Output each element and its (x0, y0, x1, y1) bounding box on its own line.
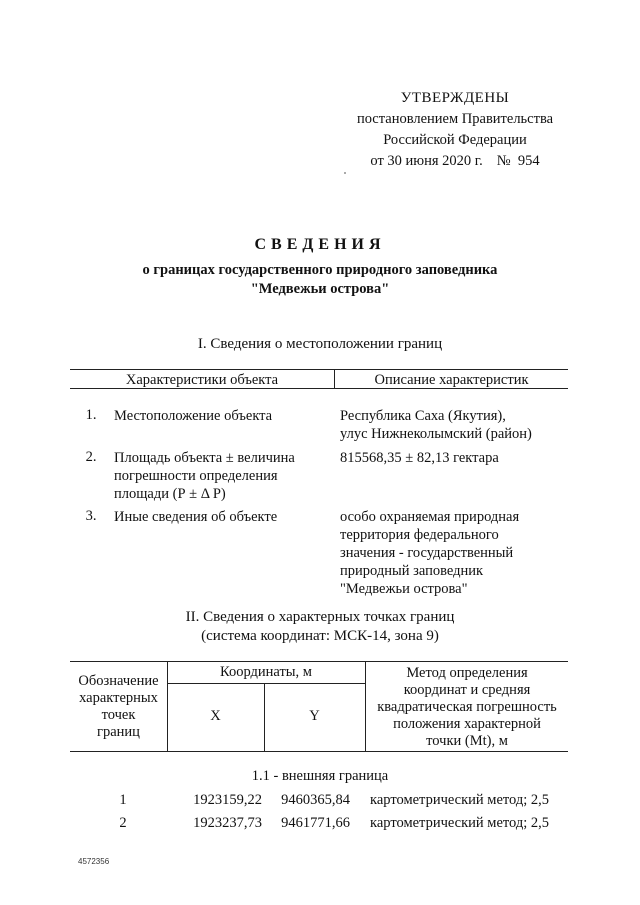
table2-col-coordinates: Координаты, м (220, 664, 312, 680)
row-2-name-line: погрешности определения (114, 468, 278, 484)
approval-heading: УТВЕРЖДЕНЫ (400, 90, 510, 106)
col-point-line: границ (97, 724, 140, 740)
point-y: 9460365,84 (281, 792, 350, 808)
subtitle-line-1: о границах государственного природного заповедника (142, 262, 498, 278)
approval-block (330, 88, 580, 172)
row-2-desc-line: 815568,35 ± 82,13 гектара (340, 450, 499, 466)
row-3-desc-line: значения - государственный (340, 545, 514, 561)
table1-row-3-name (114, 508, 314, 526)
subtitle-line-2: "Медвежьи острова" (250, 281, 390, 297)
point-x: 1923237,73 (193, 815, 262, 831)
point-id: 1 (119, 792, 127, 808)
table1-top-rule (70, 369, 568, 370)
row-2-name-line: площади (Р ± Δ Р) (114, 486, 226, 502)
approval-number-sign: № (496, 153, 511, 169)
section-2-coordinate-system: (система координат: МСК-14, зона 9) (201, 628, 439, 644)
col-point-line: характерных (79, 690, 158, 706)
table2-col-y: Y (309, 708, 320, 724)
col-point-line: Обозначение (78, 673, 159, 689)
table1-col-characteristics: Характеристики объекта (125, 372, 279, 388)
section-1-heading: I. Сведения о местоположении границ (197, 336, 443, 352)
document-subtitle (0, 261, 640, 299)
table2-bottom-rule (70, 751, 568, 752)
row-3-desc-line: территория федерального (340, 527, 499, 543)
col-method-line: Метод определения (406, 665, 528, 681)
table2-col-point (70, 673, 167, 741)
approval-date: от 30 июня 2020 г. (370, 153, 483, 169)
document-code: 4572356 (78, 857, 110, 866)
point-method: картометрический метод; 2,5 (370, 792, 550, 808)
row-3-desc-line: природный заповедник (340, 563, 484, 579)
approval-line-2: Российской Федерации (383, 132, 527, 148)
table2-col-method (366, 665, 568, 750)
table2-col-x: X (210, 708, 221, 724)
col-method-line: положения характерной (393, 716, 541, 732)
table2-top-rule (70, 661, 568, 662)
approval-line-1: постановлением Правительства (356, 111, 554, 127)
section-2-heading (0, 608, 640, 646)
table1-row-2-desc (340, 449, 570, 467)
document-title: СВЕДЕНИЯ (254, 236, 386, 253)
scan-speck (344, 172, 346, 174)
col-method-line: координат и средняя (403, 682, 531, 698)
table1-row-2-name (114, 449, 314, 503)
table2-coords-rule (167, 683, 365, 684)
outer-boundary-title: 1.1 - внешняя граница (251, 768, 389, 784)
col-method-line: квадратическая погрешность (377, 699, 557, 715)
row-3-desc-line: особо охраняемая природная (340, 509, 520, 525)
point-y: 9461771,66 (281, 815, 350, 831)
table1-row-1-num: 1. (85, 407, 97, 423)
table1-row-3-desc (340, 508, 570, 598)
table1-row-1-desc (340, 407, 570, 443)
row-1-desc-line: Республика Саха (Якутия), (340, 408, 506, 424)
row-2-name-line: Площадь объекта ± величина (114, 450, 295, 466)
point-method: картометрический метод; 2,5 (370, 815, 550, 831)
col-method-line: точки (Mt), м (426, 733, 508, 749)
approval-number: 954 (517, 153, 540, 169)
row-3-name-line: Иные сведения об объекте (114, 509, 278, 525)
table1-col-description: Описание характеристик (374, 372, 529, 388)
point-x: 1923159,22 (193, 792, 262, 808)
point-id: 2 (119, 815, 127, 831)
row-1-desc-line: улус Нижнеколымский (район) (340, 426, 532, 442)
row-3-desc-line: "Медвежьи острова" (340, 581, 468, 597)
table1-row-1-name (114, 407, 314, 425)
approval-date-line (330, 151, 580, 172)
row-1-name-line: Местоположение объекта (114, 408, 273, 424)
col-point-line: точек (101, 707, 136, 723)
table1-row-3-num: 3. (85, 508, 97, 524)
section-2-title: II. Сведения о характерных точках границ (185, 609, 455, 625)
table1-row-2-num: 2. (85, 449, 97, 465)
